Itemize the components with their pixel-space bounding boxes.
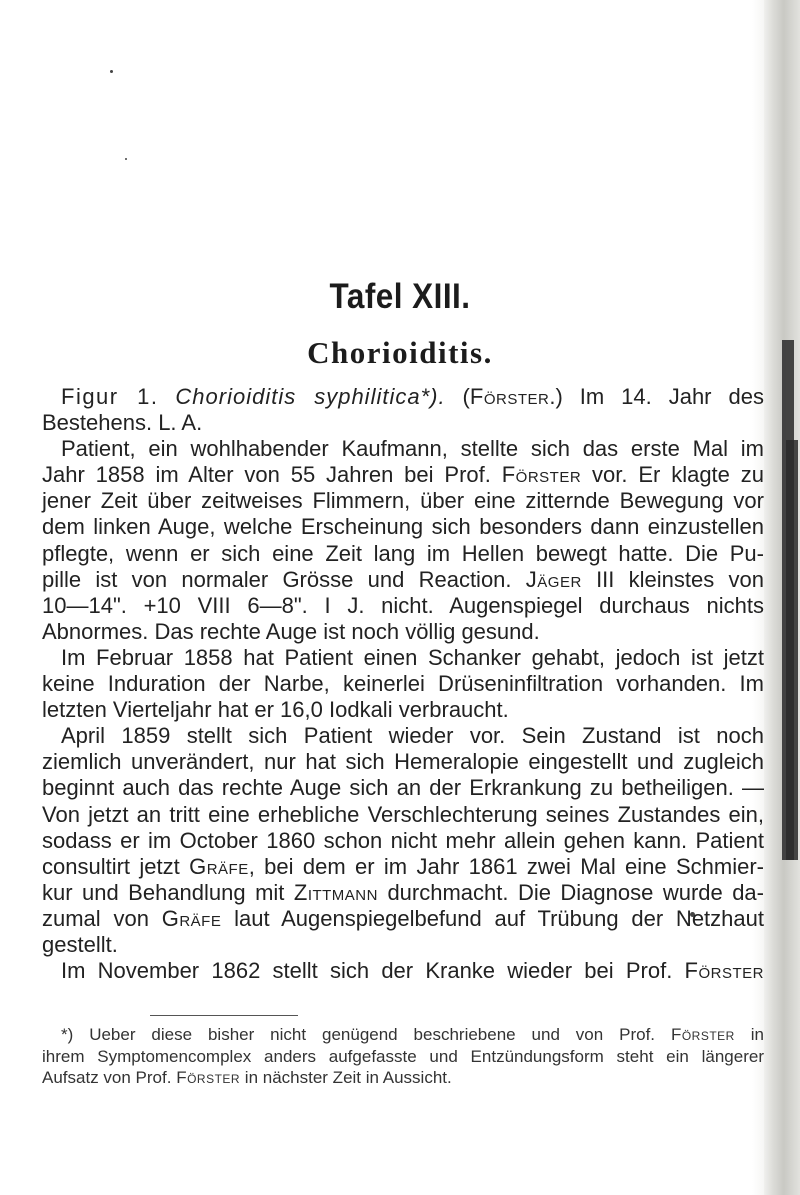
text-run: Jahr 1858 im Alter von 55 Jahren bei Prof.: [42, 462, 502, 488]
plate-subtitle: Chorioiditis.: [307, 335, 493, 370]
paragraph-line: Von jetzt an tritt eine erhebliche Verschlechterung seines Zustandes ein,: [42, 801, 764, 827]
footnote-line: [42, 1067, 764, 1089]
footnote: [42, 1024, 764, 1089]
paragraph-line: [42, 958, 764, 984]
author-name: Zittmann: [293, 879, 378, 905]
body-text: [42, 384, 764, 984]
plate-title: Tafel XIII.: [329, 277, 471, 316]
binding-shadow-lower: [786, 440, 798, 860]
paragraph-line: [42, 854, 764, 880]
paragraph-line: letzten Vierteljahr hat er 16,0 Iodkali verbraucht.: [42, 697, 509, 723]
text-run: laut Augenspiegelbefund auf Trübung der Netzhaut: [221, 905, 764, 931]
text-run: consultirt jetzt: [42, 853, 190, 879]
paragraph-line: sodass er im October 1860 schon nicht mehr allein gehen kann. Patient: [42, 827, 764, 853]
figure-author: Förster: [469, 384, 550, 409]
paper-speck: [110, 70, 113, 73]
paragraph-line: April 1859 stellt sich Patient wieder vor. Sein Zustand ist noch: [61, 723, 764, 749]
paragraph-line: [42, 906, 764, 932]
text-run: zumal von: [42, 905, 162, 931]
paragraph-line: pflegte, wenn er sich eine Zeit lang im Hellen bewegt hatte. Die Pu-: [42, 540, 764, 566]
figure-name: Chorioiditis syphilitica*).: [175, 384, 446, 409]
text-run: Ueber diese bisher nicht genügend beschriebene und von Prof.: [73, 1025, 671, 1044]
paper-speck: [125, 158, 127, 160]
figure-author-close: .): [549, 384, 563, 409]
footnote-marker: *): [61, 1025, 74, 1044]
author-name: Förster: [670, 1025, 735, 1044]
author-name: Jäger: [525, 566, 582, 592]
text-run: Im November 1862 stellt sich der Kranke wieder bei Prof.: [61, 958, 685, 984]
text-run: durchmacht. Die Diagnose wurde da-: [377, 879, 764, 905]
footnote-line: ihrem Symptomencomplex anders aufgefasste und Entzündungsform steht ein längerer: [42, 1046, 764, 1066]
text-run: , bei dem er im Jahr 1861 zwei Mal eine Schmier-: [248, 853, 765, 879]
paragraph-line: [42, 567, 764, 593]
footnote-line: [42, 1024, 764, 1046]
author-name: Gräfe: [189, 853, 249, 879]
figure-rest: Im 14. Jahr des: [579, 384, 764, 409]
paragraph-line: [42, 880, 764, 906]
paragraph-line: Abnormes. Das rechte Auge ist noch völlig gesund.: [42, 618, 540, 644]
footnote-rule: [150, 1015, 298, 1016]
text-run: in nächster Zeit in Aussicht.: [240, 1068, 452, 1087]
paragraph-line: Patient, ein wohlhabender Kaufmann, stellte sich das erste Mal im: [61, 436, 764, 462]
text-run: III kleinstes von: [581, 566, 764, 592]
author-name: Förster: [176, 1068, 241, 1087]
paragraph-line: beginnt auch das rechte Auge sich an der Erkrankung zu betheiligen. —: [42, 775, 764, 801]
paragraph-line: gestellt.: [42, 931, 118, 957]
text-run: pille ist von normaler Grösse und Reaction.: [42, 566, 526, 592]
figure-caption-line-2: Bestehens. L. A.: [42, 410, 203, 436]
figure-label: Figur 1.: [61, 384, 159, 409]
paragraph-line: Im Februar 1858 hat Patient einen Schanker gehabt, jedoch ist jetzt: [61, 644, 764, 670]
author-name: Förster: [501, 462, 582, 488]
text-run: kur und Behandlung mit: [42, 879, 294, 905]
paragraph-line: ziemlich unverändert, nur hat sich Hemeralopie eingestellt und zugleich: [42, 749, 764, 775]
figure-caption-line: [42, 384, 764, 410]
text-run: Aufsatz von Prof.: [42, 1068, 177, 1087]
author-name: Förster: [684, 958, 764, 984]
paragraph-line: jener Zeit über zeitweises Flimmern, über eine zitternde Bewegung vor: [42, 488, 764, 514]
author-name: Gräfe: [161, 905, 222, 931]
text-run: vor. Er klagte zu: [581, 462, 764, 488]
text-run: in: [734, 1025, 764, 1044]
paragraph-line: [42, 462, 764, 488]
figure-author-open: (: [462, 384, 470, 409]
paragraph-line: dem linken Auge, welche Erscheinung sich besonders dann einzustellen: [42, 514, 764, 540]
paragraph-line: 10—14". +10 VIII 6—8". I J. nicht. Augenspiegel durchaus nichts: [42, 592, 764, 618]
paragraph-line: keine Induration der Narbe, keinerlei Drüseninfiltration vorhanden. Im: [42, 671, 764, 697]
